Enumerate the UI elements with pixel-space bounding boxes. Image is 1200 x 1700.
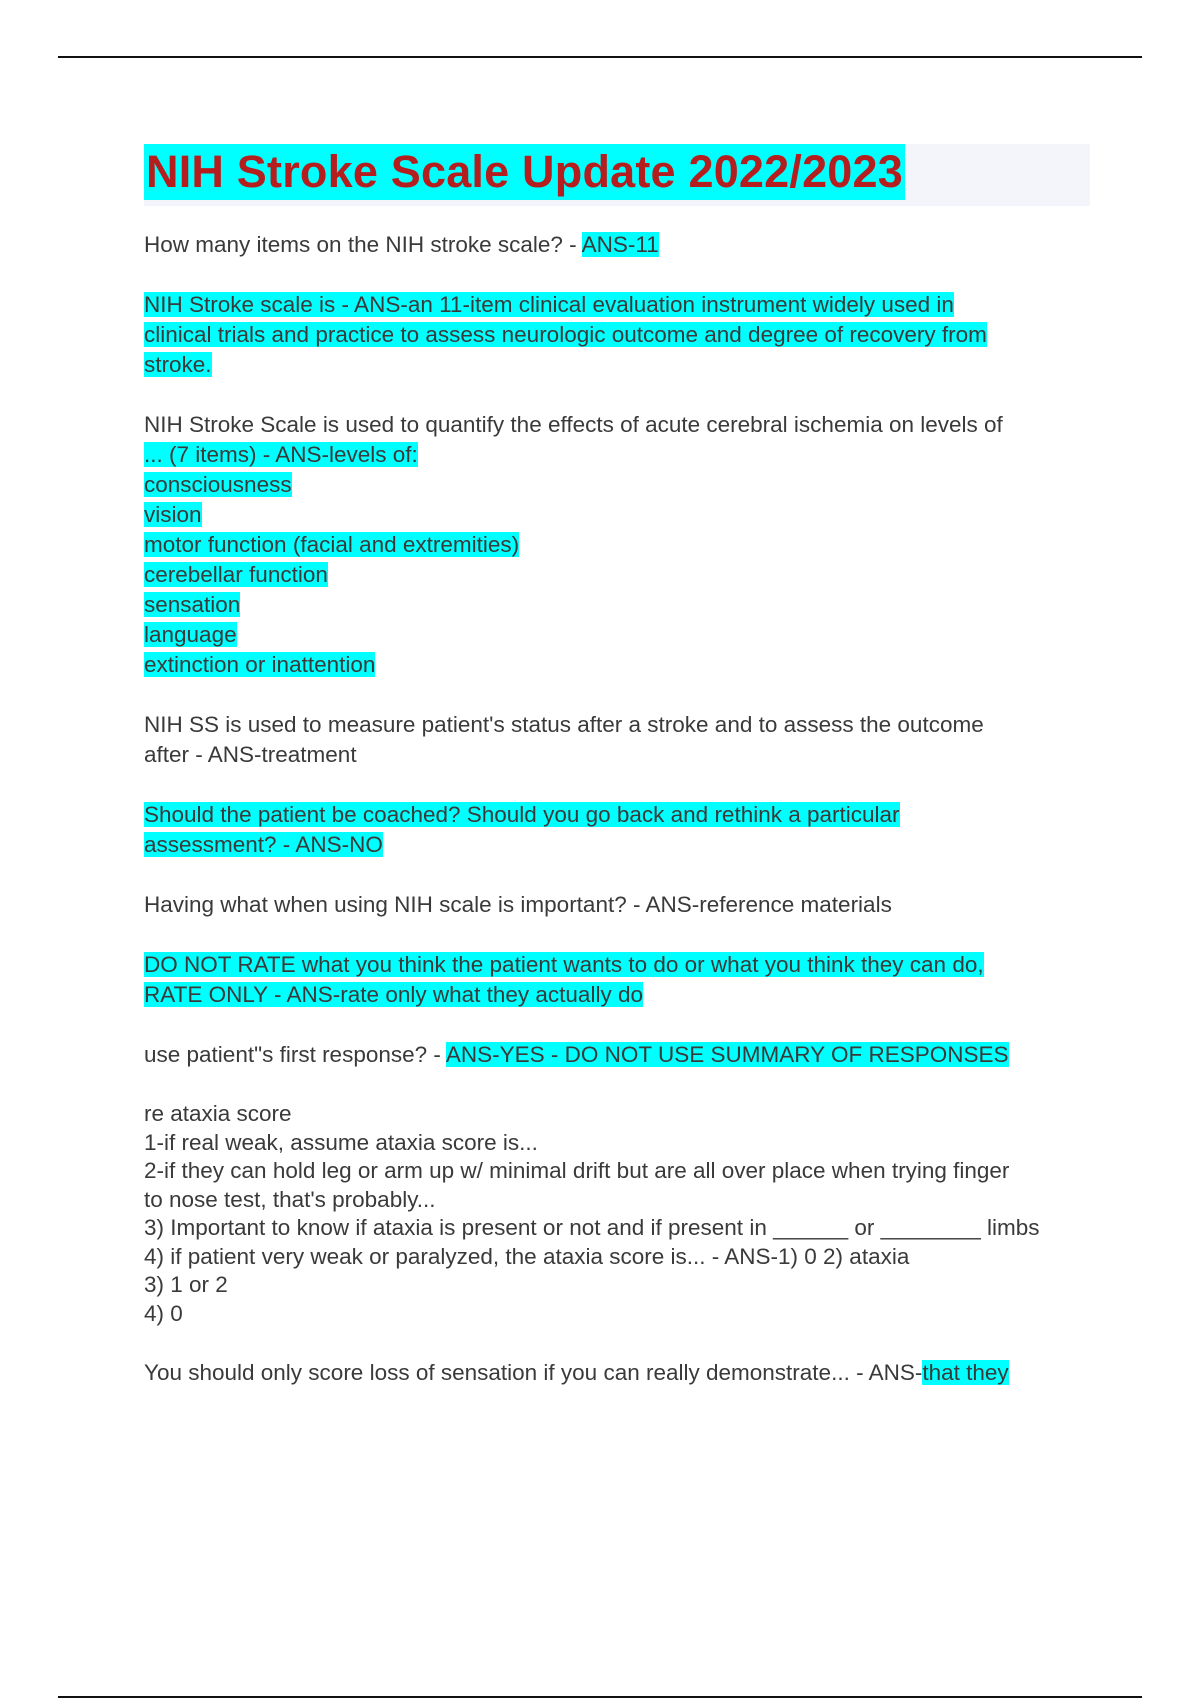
qa-sensation bbox=[144, 1358, 1094, 1388]
text-line: NIH SS is used to measure patient's status after a stroke and to assess the outcome bbox=[144, 712, 984, 737]
question: You should only score loss of sensation if you can really demonstrate... - ANS- bbox=[144, 1360, 923, 1385]
list-item: extinction or inattention bbox=[144, 652, 376, 677]
text-line: 4) 0 bbox=[144, 1300, 183, 1326]
text-line: 2-if they can hold leg or arm up w/ minimal drift but are all over place when trying finger bbox=[144, 1158, 1010, 1183]
question: use patient"s first response? - bbox=[144, 1042, 446, 1067]
text-line: NIH Stroke scale is - ANS-an 11-item clinical evaluation instrument widely used in bbox=[144, 292, 954, 317]
qa-coached bbox=[144, 800, 1094, 860]
answer: ANS-YES - DO NOT USE SUMMARY OF RESPONSES bbox=[445, 1042, 1009, 1067]
bottom-rule bbox=[58, 1696, 1142, 1698]
list-item: sensation bbox=[144, 592, 241, 617]
qa-status bbox=[144, 710, 1094, 770]
text-line: 3) 1 or 2 bbox=[144, 1272, 228, 1297]
text-line: clinical trials and practice to assess neurologic outcome and degree of recovery from bbox=[144, 322, 987, 347]
text-line: 1-if real weak, assume ataxia score is... bbox=[144, 1129, 538, 1155]
text-line: after - ANS-treatment bbox=[144, 742, 357, 767]
list-item: ... (7 items) - ANS-levels of: bbox=[144, 442, 418, 467]
list-item: vision bbox=[144, 502, 202, 527]
question: How many items on the NIH stroke scale? - bbox=[144, 232, 582, 257]
qa-ataxia bbox=[144, 1100, 1094, 1328]
list-item: cerebellar function bbox=[144, 562, 328, 587]
text-line: stroke. bbox=[144, 352, 212, 377]
page-title: NIH Stroke Scale Update 2022/2023 bbox=[144, 144, 905, 200]
question: NIH Stroke Scale is used to quantify the effects of acute cerebral ischemia on levels of bbox=[144, 412, 1003, 437]
qa-rate bbox=[144, 950, 1094, 1010]
answer: that they bbox=[922, 1360, 1009, 1385]
top-rule bbox=[58, 56, 1142, 58]
text-line: assessment? - ANS-NO bbox=[144, 832, 383, 857]
list-item: motor function (facial and extremities) bbox=[144, 532, 520, 557]
text-line: RATE ONLY - ANS-rate only what they actually do bbox=[144, 982, 643, 1007]
text-line: Should the patient be coached? Should you go back and rethink a particular bbox=[144, 802, 900, 827]
list-item: language bbox=[144, 622, 237, 647]
title-bar bbox=[144, 144, 1090, 206]
list-item: consciousness bbox=[144, 472, 292, 497]
qa-first-response bbox=[144, 1040, 1094, 1070]
text-line: DO NOT RATE what you think the patient wants to do or what you think they can do, bbox=[144, 952, 984, 977]
qa-definition bbox=[144, 290, 1094, 380]
text-line: to nose test, that's probably... bbox=[144, 1186, 436, 1212]
qa-reference bbox=[144, 890, 1094, 920]
text-line: 4) if patient very weak or paralyzed, the ataxia score is... - ANS-1) 0 2) ataxia bbox=[144, 1243, 910, 1269]
qa-item-count bbox=[144, 230, 1094, 260]
text-line: Having what when using NIH scale is important? - ANS-reference materials bbox=[144, 892, 892, 917]
text-line: 3) Important to know if ataxia is present or not and if present in ______ or ________ limbs bbox=[144, 1215, 1040, 1240]
answer: ANS-11 bbox=[581, 232, 659, 257]
text-line: re ataxia score bbox=[144, 1101, 292, 1126]
qa-levels bbox=[144, 410, 1094, 680]
document-body bbox=[144, 144, 1094, 1418]
